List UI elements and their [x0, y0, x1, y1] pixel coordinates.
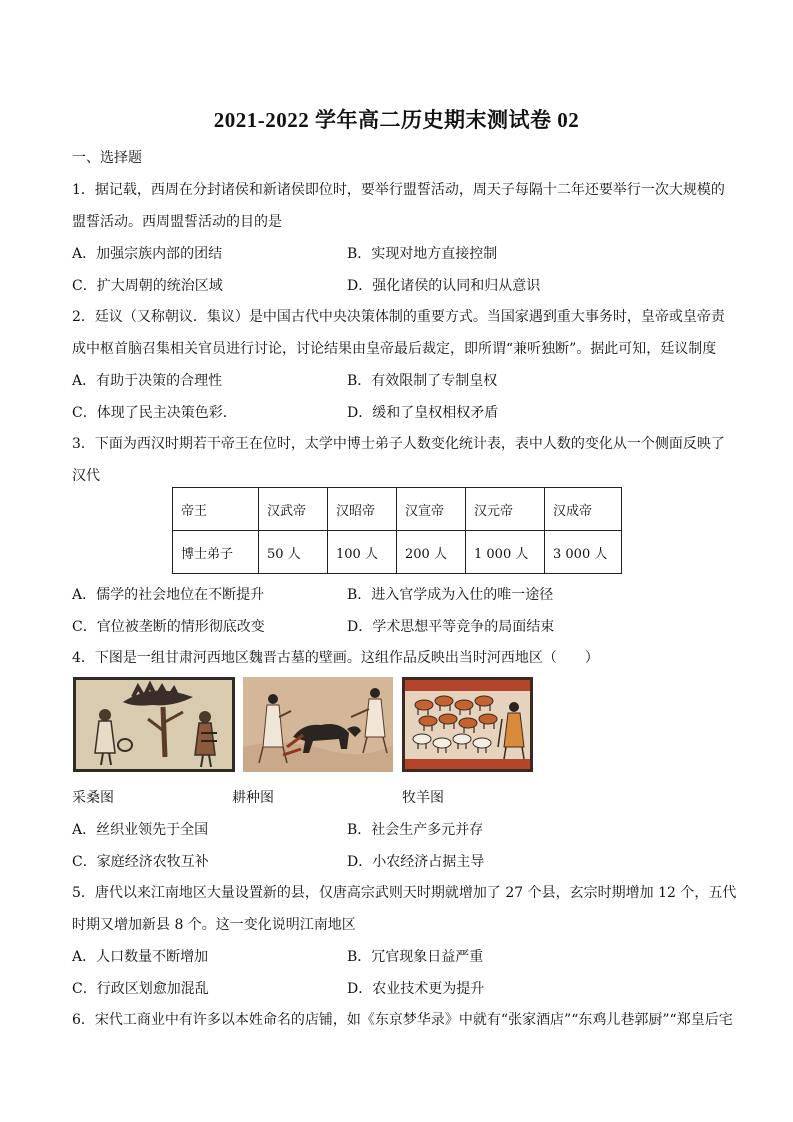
page-title: 2021-2022 学年高二历史期末测试卷 02: [213, 108, 580, 132]
table-cell: 汉成帝: [545, 488, 622, 531]
table-cell: 1 000 人: [466, 531, 545, 574]
mural-ploughing-image: [243, 677, 393, 772]
caption-ploughing: 耕种图: [232, 790, 274, 806]
q1-option-a: A．加强宗族内部的团结: [72, 246, 223, 262]
section-heading: 一、选择题: [72, 150, 142, 166]
q3-option-c: C．官位被垄断的情形彻底改变: [72, 619, 265, 635]
caption-mulberry: 采桑图: [72, 790, 114, 806]
q3-option-a: A．儒学的社会地位在不断提升: [72, 587, 265, 603]
q2-stem-line1: 2．廷议（又称朝议．集议）是中国古代中央决策体制的重要方式。当国家遇到重大事务时，皇帝或皇帝责: [72, 309, 725, 325]
table-cell: 帝王: [173, 488, 259, 531]
table-cell: 50 人: [259, 531, 328, 574]
q1-stem-line1: 1．据记载，西周在分封诸侯和新诸侯即位时，要举行盟誓活动，周天子每隔十二年还要举行一次大规模的: [72, 182, 725, 198]
q6-stem-line1: 6．宋代工商业中有许多以本姓命名的店铺，如《东京梦华录》中就有“张家酒店”“东鸡儿巷郭厨”“郑皇后宅: [72, 1012, 733, 1028]
q4-option-b: B．社会生产多元并存: [347, 822, 484, 838]
table-cell: 汉武帝: [259, 488, 328, 531]
q4-option-a: A．丝织业领先于全国: [72, 822, 209, 838]
table-cell: 汉宣帝: [397, 488, 466, 531]
q2-option-b: B．有效限制了专制皇权: [347, 373, 498, 389]
q4-option-c: C．家庭经济农牧互补: [72, 854, 209, 870]
table-cell: 汉昭帝: [328, 488, 397, 531]
table-cell: 汉元帝: [466, 488, 545, 531]
q1-stem-line2: 盟誓活动。西周盟誓活动的目的是: [72, 214, 282, 230]
q2-option-a: A．有助于决策的合理性: [72, 373, 223, 389]
q5-option-d: D．农业技术更为提升: [347, 981, 485, 997]
q2-option-c: C．体现了民主决策色彩．: [72, 405, 237, 421]
q4-stem: 4．下图是一组甘肃河西地区魏晋古墓的壁画。这组作品反映出当时河西地区（ ）: [72, 650, 599, 666]
q3-stem-line1: 3．下面为西汉时期若干帝王在位时，太学中博士弟子人数变化统计表，表中人数的变化从一个侧面反映了: [72, 436, 725, 452]
q1-option-b: B．实现对地方直接控制: [347, 246, 498, 262]
q3-stem-line2: 汉代: [72, 468, 100, 484]
q3-option-b: B．进入官学成为入仕的唯一途径: [347, 587, 554, 603]
q5-option-c: C．行政区划愈加混乱: [72, 981, 209, 997]
q5-option-a: A．人口数量不断增加: [72, 949, 209, 965]
q5-stem-line2: 时期又增加新县 8 个。这一变化说明江南地区: [72, 917, 356, 933]
q2-option-d: D．缓和了皇权相权矛盾: [347, 405, 499, 421]
q2-stem-line2: 成中枢首脑召集相关官员进行讨论，讨论结果由皇帝最后裁定，即所谓“兼听独断”。据此可知，廷议制度: [72, 341, 717, 357]
q3-table: [172, 487, 622, 574]
table-cell: 100 人: [328, 531, 397, 574]
table-cell: 博士弟子: [173, 531, 259, 574]
table-cell: 200 人: [397, 531, 466, 574]
q1-option-c: C．扩大周朝的统治区域: [72, 278, 223, 294]
table-cell: 3 000 人: [545, 531, 622, 574]
table-row: [173, 488, 622, 531]
table-row: [173, 531, 622, 574]
q5-option-b: B．冗官现象日益严重: [347, 949, 484, 965]
q3-option-d: D．学术思想平等竞争的局面结束: [347, 619, 555, 635]
caption-herding: 牧羊图: [402, 790, 444, 806]
q4-option-d: D．小农经济占据主导: [347, 854, 485, 870]
q1-option-d: D．强化诸侯的认同和归从意识: [347, 278, 541, 294]
q5-stem-line1: 5．唐代以来江南地区大量设置新的县，仅唐高宗武则天时期就增加了 27 个县，玄宗时期增加 12 个，五代: [72, 885, 737, 901]
mural-mulberry-picking-image: [73, 677, 235, 772]
mural-herding-image: [402, 677, 533, 772]
